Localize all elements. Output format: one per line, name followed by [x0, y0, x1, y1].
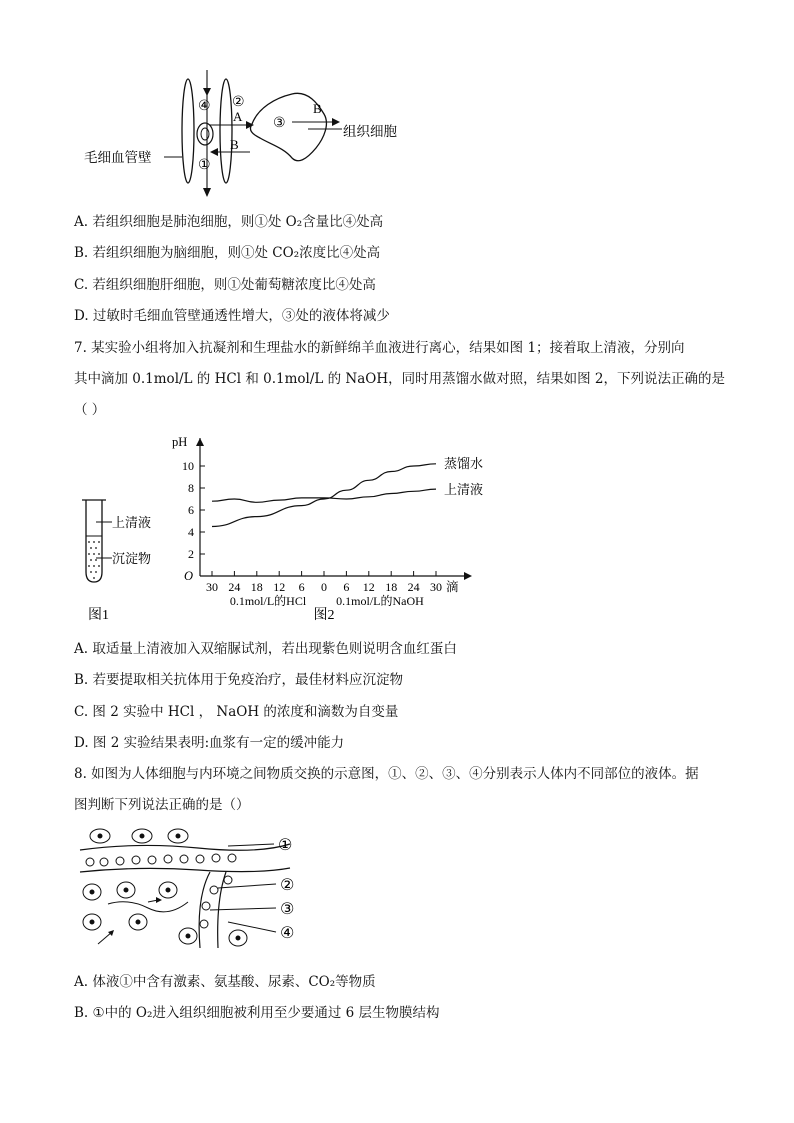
fig3-label-1: ① — [278, 835, 293, 854]
q7-stem-line2: 其中滴加 0.1mol/L 的 HCl 和 0.1mol/L 的 NaOH，同时用蒸馏水做对照，结果如图 2，下列说法正确的是 — [74, 371, 725, 387]
label-sediment: 沉淀物 — [112, 552, 152, 567]
label-B-lower: B — [230, 137, 239, 152]
q7-option-c: C. 图 2 实验中 HCl ， NaOH 的浓度和滴数为自变量 — [74, 704, 399, 720]
q7-stem-line1: 7. 某实验小组将加入抗凝剂和生理盐水的新鲜绵羊血液进行离心，结果如图 1；接着取上清液，分别向 — [74, 340, 685, 356]
q6-option-d: D. 过敏时毛细血管壁通透性增大，③处的液体将减少 — [74, 308, 390, 324]
label-circle-2: ② — [232, 94, 245, 110]
x-tick-label: 30 — [206, 580, 218, 594]
y-tick-label: 4 — [188, 525, 194, 539]
x-tick-label: 18 — [385, 580, 398, 594]
series-label-1: 上清液 — [444, 483, 484, 499]
q8-option-b: B. ①中的 O₂进入组织细胞被利用至少要通过 6 层生物膜结构 — [74, 1005, 440, 1021]
q8-option-a: A. 体液①中含有激素、氨基酸、尿素、CO₂等物质 — [74, 974, 376, 990]
y-axis-arrow — [196, 438, 204, 446]
label-circle-1: ① — [198, 157, 211, 173]
x-tick-label: 18 — [250, 580, 263, 594]
q8-stem-line2: 图判断下列说法正确的是（） — [74, 797, 250, 813]
q7-option-a: A. 取适量上清液加入双缩脲试剂，若出现紫色则说明含血红蛋白 — [74, 641, 457, 657]
capillary-tissue-diagram — [80, 68, 420, 203]
label-A: A — [233, 109, 243, 124]
x-axis-unit: 滴 — [446, 579, 459, 594]
label-capillary-wall: 毛细血管壁 — [84, 150, 152, 166]
blood-cells — [86, 854, 236, 928]
q8-stem-line1: 8. 如图为人体细胞与内环境之间物质交换的示意图，①、②、③、④分别表示人体内不同部位的液体。据 — [74, 766, 699, 782]
y-tick-label: 2 — [188, 547, 194, 561]
label-B-upper: B — [313, 101, 322, 116]
fig3-label-2: ② — [280, 875, 295, 894]
q7-stem-line3: （ ） — [74, 402, 106, 418]
q7-option-b: B. 若要提取相关抗体用于免疫治疗，最佳材料应沉淀物 — [74, 672, 404, 688]
fig3-label-3: ③ — [280, 899, 295, 918]
label-circle-4: ④ — [198, 98, 211, 114]
fig1-caption: 图1 — [88, 608, 109, 623]
ph-chart — [160, 428, 490, 623]
q6-option-b: B. 若组织细胞为脑细胞，则①处 CO₂浓度比④处高 — [74, 245, 381, 261]
x-tick-label: 6 — [343, 580, 350, 594]
red-blood-cell — [197, 123, 213, 145]
series-line-1 — [212, 489, 436, 502]
capillary-wall-left — [182, 79, 194, 183]
x-axis-arrow — [464, 572, 472, 580]
y-tick-label: 6 — [188, 503, 194, 517]
x-tick-label: 24 — [407, 580, 420, 594]
q6-option-a: A. 若组织细胞是肺泡细胞，则①处 O₂含量比④处高 — [74, 214, 384, 230]
series-label-0: 蒸馏水 — [444, 456, 484, 472]
q6-option-c: C. 若组织细胞肝细胞，则①处葡萄糖浓度比④处高 — [74, 277, 376, 293]
x-label-naoh: 0.1mol/L的NaOH — [336, 594, 424, 608]
y-tick-label: 8 — [188, 481, 194, 495]
origin-label: O — [184, 569, 194, 583]
label-circle-3: ③ — [273, 115, 286, 131]
capillary-wall-right — [220, 79, 232, 183]
y-axis-label: pH — [172, 435, 188, 449]
x-label-hcl: 0.1mol/L的HCl — [229, 594, 307, 608]
x-tick-label: 12 — [362, 580, 375, 594]
series-line-0 — [212, 464, 436, 527]
sediment-dots — [88, 541, 100, 579]
label-tissue-cell: 组织细胞 — [343, 124, 397, 140]
label-supernatant: 上清液 — [112, 516, 152, 531]
x-tick-label: 30 — [430, 580, 442, 594]
fig3-label-4: ④ — [280, 923, 295, 942]
tissue-exchange-diagram — [78, 828, 308, 952]
x-tick-label: 6 — [298, 580, 305, 594]
fig2-caption: 图2 — [313, 608, 335, 623]
q7-option-d: D. 图 2 实验结果表明:血浆有一定的缓冲能力 — [74, 735, 345, 751]
x-tick-label: 12 — [273, 580, 286, 594]
y-tick-label: 10 — [182, 459, 194, 473]
x-tick-label: 0 — [321, 580, 327, 594]
test-tube — [86, 500, 102, 582]
x-tick-label: 24 — [228, 580, 241, 594]
